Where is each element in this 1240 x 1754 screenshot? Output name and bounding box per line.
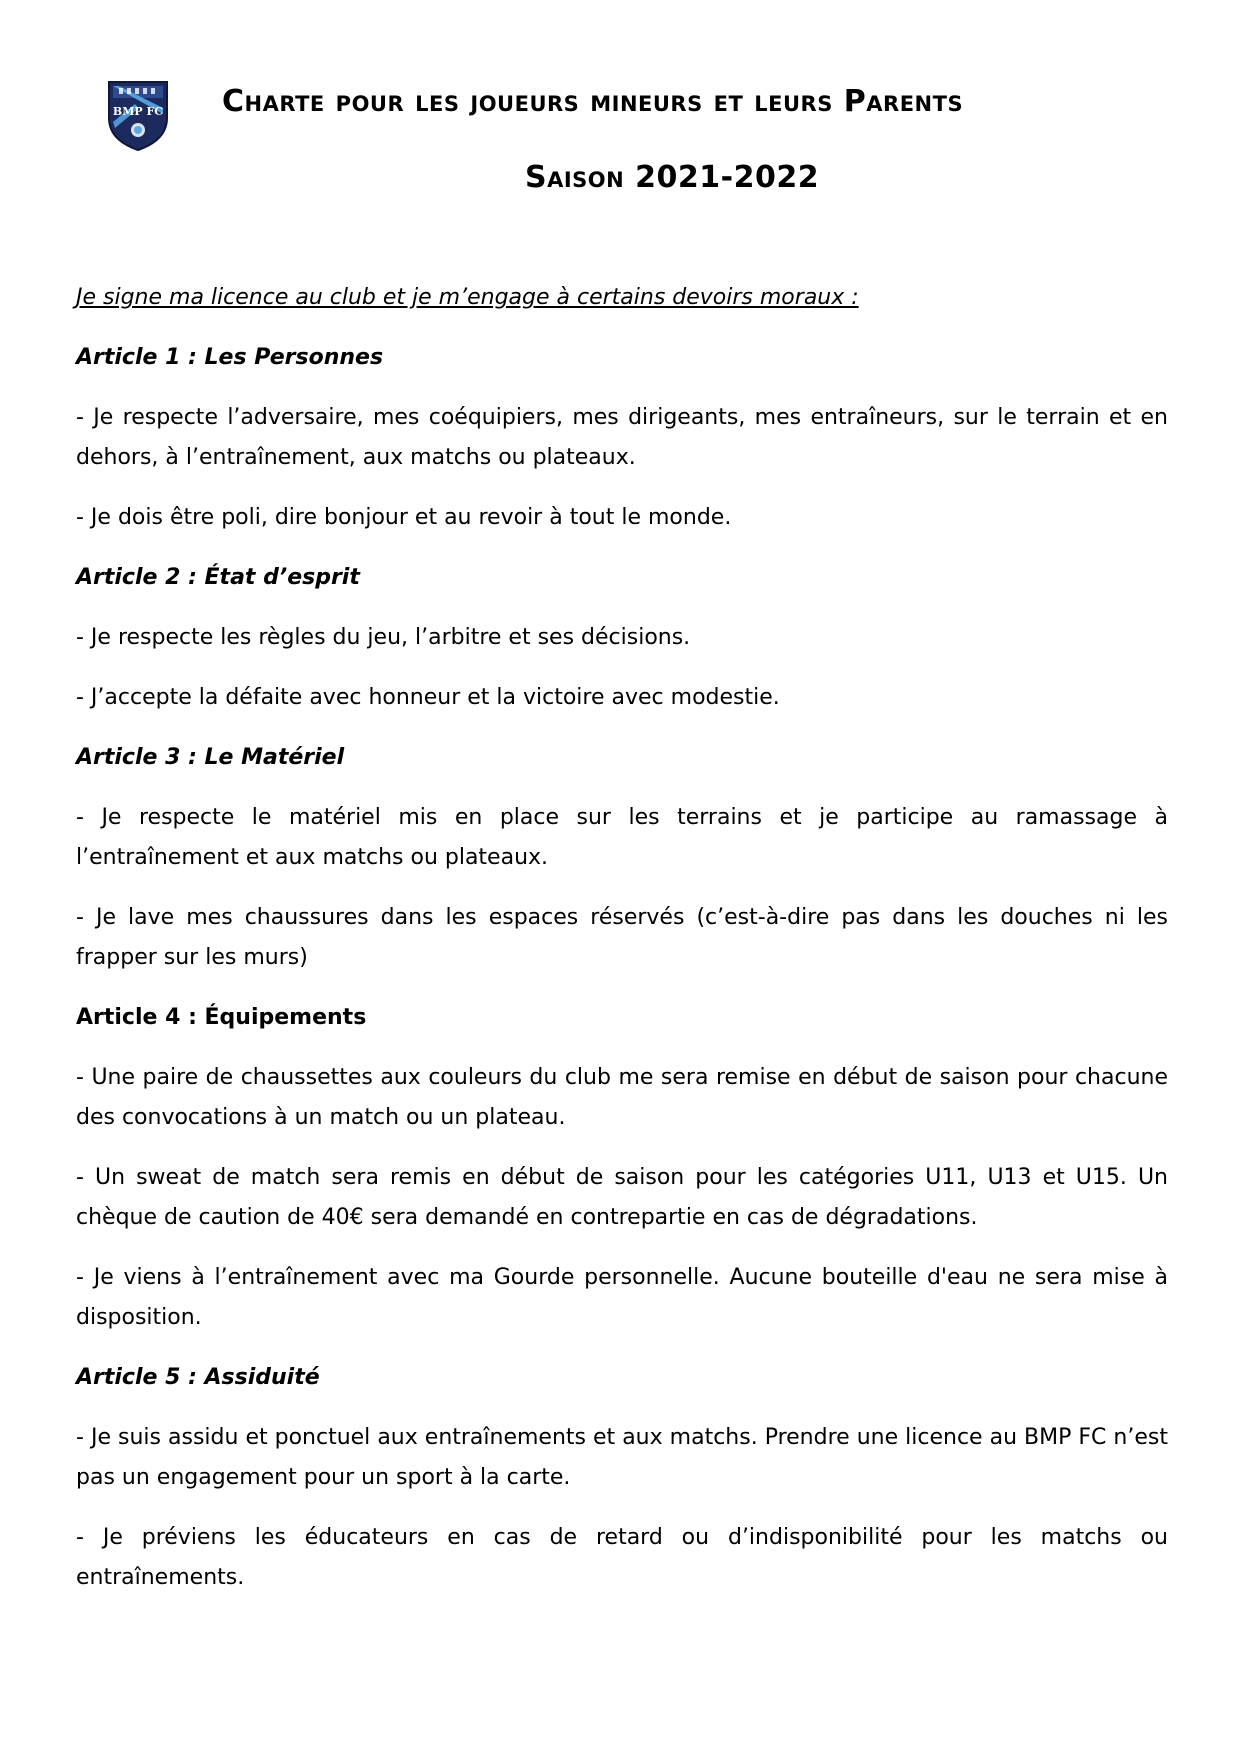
document-subtitle: Saison 2021-2022: [525, 160, 820, 195]
article-5-paragraph: - Je suis assidu et ponctuel aux entraînements et aux matchs. Prendre une licence au BMP FC n’est pas un engagement pour un sport à la carte.: [76, 1425, 1168, 1490]
intro-statement: Je signe ma licence au club et je m’engage à certains devoirs moraux :: [76, 285, 859, 310]
article-1-paragraph: - Je dois être poli, dire bonjour et au revoir à tout le monde.: [76, 505, 732, 530]
article-5-paragraph: - Je préviens les éducateurs en cas de retard ou d’indisponibilité pour les matchs ou entraînements.: [76, 1525, 1168, 1590]
club-crest-logo: [105, 74, 171, 152]
article-1-heading: Article 1 : Les Personnes: [76, 345, 384, 370]
article-3-heading: Article 3 : Le Matériel: [76, 745, 345, 770]
charter-body: [76, 278, 1168, 1618]
article-4-paragraph: - Une paire de chaussettes aux couleurs du club me sera remise en début de saison pour chacune des convocations à un match ou un plateau.: [76, 1065, 1168, 1130]
article-4-paragraph: - Je viens à l’entraînement avec ma Gourde personnelle. Aucune bouteille d'eau ne sera mise à disposition.: [76, 1265, 1168, 1330]
logo-text: BMP FC: [112, 105, 164, 118]
article-3-paragraph: - Je respecte le matériel mis en place sur les terrains et je participe au ramassage à l’entraînement et aux matchs ou plateaux.: [76, 805, 1168, 870]
article-1-paragraph: - Je respecte l’adversaire, mes coéquipiers, mes dirigeants, mes entraîneurs, sur le terrain et en dehors, à l’entraînement, aux matchs ou plateaux.: [76, 405, 1168, 470]
article-4-paragraph: - Un sweat de match sera remis en début de saison pour les catégories U11, U13 et U15. Un chèque de caution de 40€ sera demandé en contrepartie en cas de dégradations.: [76, 1165, 1168, 1230]
article-5-heading: Article 5 : Assiduité: [76, 1365, 320, 1390]
article-2-paragraph: - Je respecte les règles du jeu, l’arbitre et ses décisions.: [76, 625, 691, 650]
article-3-paragraph: - Je lave mes chaussures dans les espaces réservés (c’est-à-dire pas dans les douches ni les frapper sur les murs): [76, 905, 1168, 970]
article-2-paragraph: - J’accepte la défaite avec honneur et la victoire avec modestie.: [76, 685, 780, 710]
article-4-heading: Article 4 : Équipements: [76, 1005, 367, 1030]
article-2-heading: Article 2 : État d’esprit: [76, 565, 360, 590]
document-title: Charte pour les joueurs mineurs et leurs Parents: [222, 84, 964, 119]
